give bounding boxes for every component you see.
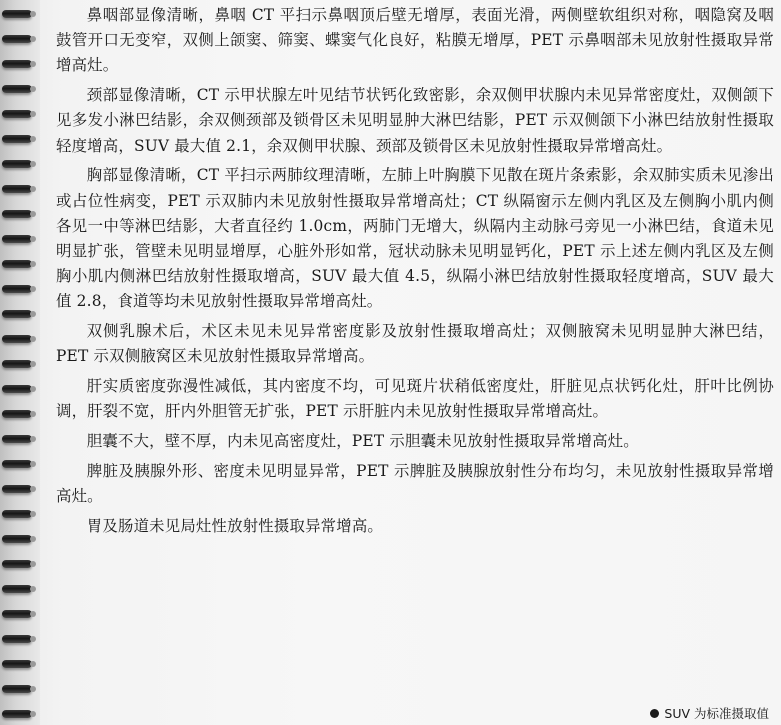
binding-ring xyxy=(2,310,32,318)
binding-ring xyxy=(2,685,32,693)
binding-hole xyxy=(30,111,36,117)
binding-ring xyxy=(2,635,32,643)
binding-ring xyxy=(2,160,32,168)
binding-hole xyxy=(30,311,36,317)
binding-hole xyxy=(30,536,36,542)
paragraph-liver: 肝实质密度弥漫性减低，其内密度不均，可见斑片状稍低密度灶，肝脏见点状钙化灶，肝叶比例协调，肝裂不宽，肝内外胆管无扩张，PET 示肝脏内未见放射性摄取异常增高灶。 xyxy=(56,377,774,421)
binding-ring xyxy=(2,460,32,468)
paragraph-gallbladder: 胆囊不大，壁不厚，内未见高密度灶，PET 示胆囊未见放射性摄取异常增高灶。 xyxy=(86,432,639,451)
binding-ring xyxy=(2,285,32,293)
binding-hole xyxy=(30,186,36,192)
binding-hole xyxy=(30,161,36,167)
binding-ring xyxy=(2,610,32,618)
paragraph-gi: 胃及肠道未见局灶性放射性摄取异常增高。 xyxy=(86,517,384,536)
report-body xyxy=(56,3,774,539)
binding-ring xyxy=(2,485,32,493)
bullet-icon xyxy=(650,709,659,718)
binding-ring xyxy=(2,585,32,593)
binding-ring xyxy=(2,35,32,43)
binding-hole xyxy=(30,386,36,392)
paragraph-spleen-pancreas: 脾脏及胰腺外形、密度未见明显异常，PET 示脾脏及胰腺放射性分布均匀，未见放射性摄取异常增高灶。 xyxy=(56,462,774,506)
binding-ring xyxy=(2,235,32,243)
binding-hole xyxy=(30,136,36,142)
binding-ring xyxy=(2,335,32,343)
binding-ring xyxy=(2,435,32,443)
binding-ring xyxy=(2,560,32,568)
binding-hole xyxy=(30,61,36,67)
binding-hole xyxy=(30,561,36,567)
binding-hole xyxy=(30,461,36,467)
binding-ring xyxy=(2,660,32,668)
binding-hole xyxy=(30,411,36,417)
binding-ring xyxy=(2,185,32,193)
binding-hole xyxy=(30,711,36,717)
binding-ring xyxy=(2,260,32,268)
binding-hole xyxy=(30,86,36,92)
binding-hole xyxy=(30,661,36,667)
binding-ring xyxy=(2,85,32,93)
binding-ring xyxy=(2,210,32,218)
binding-hole xyxy=(30,636,36,642)
binding-ring xyxy=(2,710,32,718)
paragraph-neck: 颈部显像清晰，CT 示甲状腺左叶见结节状钙化致密影，余双侧甲状腺内未见异常密度灶，双侧颌下见多发小淋巴结影，余双侧颈部及锁骨区未见明显肿大淋巴结影，PET 示双侧颌下小淋巴结放射性摄取轻度增高，SUV 最大值 2.1，余双侧甲状腺、颈部及锁骨区未见放射性摄取异常增高灶。 xyxy=(56,86,774,155)
footnote xyxy=(650,704,769,722)
binding-ring xyxy=(2,535,32,543)
binding-ring xyxy=(2,360,32,368)
binding-hole xyxy=(30,286,36,292)
binding-hole xyxy=(30,36,36,42)
binding-ring xyxy=(2,60,32,68)
paragraph-nasopharynx: 鼻咽部显像清晰，鼻咽 CT 平扫示鼻咽顶后壁无增厚，表面光滑，两侧壁软组织对称，咽隐窝及咽鼓管开口无变窄，双侧上颌窦、筛窦、蝶窦气化良好，粘膜无增厚，PET 示鼻咽部未见放射性摄取异常增高灶。 xyxy=(56,6,774,75)
binding-ring xyxy=(2,110,32,118)
paragraph-breast: 双侧乳腺术后，术区未见未见异常密度影及放射性摄取增高灶；双侧腋窝未见明显肿大淋巴结，PET 示双侧腋窝区未见放射性摄取异常增高。 xyxy=(56,322,774,366)
binding-ring xyxy=(2,510,32,518)
binding-hole xyxy=(30,586,36,592)
binding-ring xyxy=(2,10,32,18)
binding-hole xyxy=(30,686,36,692)
footnote-text: SUV 为标准摄取值 xyxy=(664,706,769,721)
spiral-binding xyxy=(0,0,40,725)
binding-hole xyxy=(30,361,36,367)
binding-hole xyxy=(30,486,36,492)
binding-hole xyxy=(30,261,36,267)
binding-hole xyxy=(30,511,36,517)
binding-ring xyxy=(2,385,32,393)
binding-hole xyxy=(30,236,36,242)
paragraph-chest: 胸部显像清晰，CT 平扫示两肺纹理清晰，左肺上叶胸膜下见散在斑片条索影，余双肺实质未见渗出或占位性病变，PET 示双肺内未见放射性摄取异常增高灶；CT 纵隔窗示左侧内乳区及左侧胸小肌内侧各见一中等淋巴结影，大者直径约 1.0cm，两肺门无增大，纵隔内主动脉弓旁见一小淋巴结，食道未见明显扩张，管壁未见明显增厚，心脏外形如常，冠状动脉未见明显钙化，PET 示上述左侧内乳区及左侧胸小肌内侧淋巴结放射性摄取增高，SUV 最大值 4.5，纵隔小淋巴结放射性摄取轻度增高，SUV 最大值 2.8，食道等均未见放射性摄取异常增高灶。 xyxy=(56,166,774,311)
binding-hole xyxy=(30,11,36,17)
binding-ring xyxy=(2,135,32,143)
binding-hole xyxy=(30,336,36,342)
binding-hole xyxy=(30,611,36,617)
binding-hole xyxy=(30,211,36,217)
binding-ring xyxy=(2,410,32,418)
binding-hole xyxy=(30,436,36,442)
